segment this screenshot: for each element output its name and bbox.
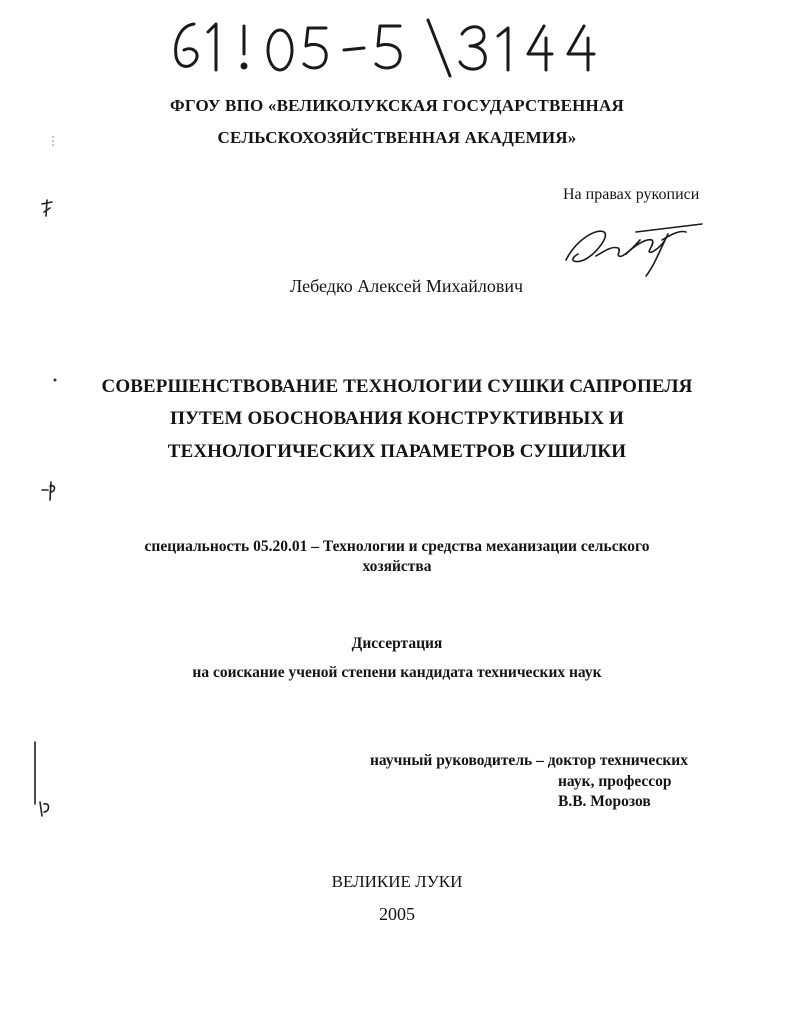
scan-mark-3	[30, 740, 54, 820]
scan-mark-4	[50, 135, 56, 149]
author-name: Лебедко Алексей Михайлович	[290, 276, 524, 296]
title-line-3: ТЕХНОЛОГИЧЕСКИХ ПАРАМЕТРОВ СУШИЛКИ	[167, 441, 627, 462]
advisor-line-3: В.В. Морозов	[558, 793, 651, 810]
advisor-line-2: наук, профессор	[558, 773, 672, 790]
author-signature	[556, 210, 706, 280]
year: 2005	[379, 904, 415, 924]
title-line-1: СОВЕРШЕНСТВОВАНИЕ ТЕХНОЛОГИИ СУШКИ САПРОПЕЛЯ	[101, 376, 693, 397]
scan-mark-5	[52, 377, 58, 383]
handwritten-archive-number	[160, 10, 600, 80]
organization-line-2: СЕЛЬСКОХОЗЯЙСТВЕННАЯ АКАДЕМИЯ»	[217, 128, 577, 147]
dissertation-label: Диссертация	[351, 635, 443, 652]
scan-mark-2	[40, 480, 60, 502]
advisor-line-1: научный руководитель – доктор технических	[370, 752, 688, 769]
title-line-2: ПУТЕМ ОБОСНОВАНИЯ КОНСТРУКТИВНЫХ И	[170, 408, 624, 429]
dissertation-degree: на соискание ученой степени кандидата технических наук	[192, 664, 602, 681]
specialty-line-1: специальность 05.20.01 – Технологии и средства механизации сельского	[144, 538, 650, 555]
specialty-line-2: хозяйства	[362, 558, 432, 575]
city: ВЕЛИКИЕ ЛУКИ	[331, 872, 463, 891]
organization-line-1: ФГОУ ВПО «ВЕЛИКОЛУКСКАЯ ГОСУДАРСТВЕННАЯ	[170, 96, 624, 115]
manuscript-rights-notice: На правах рукописи	[563, 186, 700, 203]
scan-mark-1	[38, 198, 58, 220]
